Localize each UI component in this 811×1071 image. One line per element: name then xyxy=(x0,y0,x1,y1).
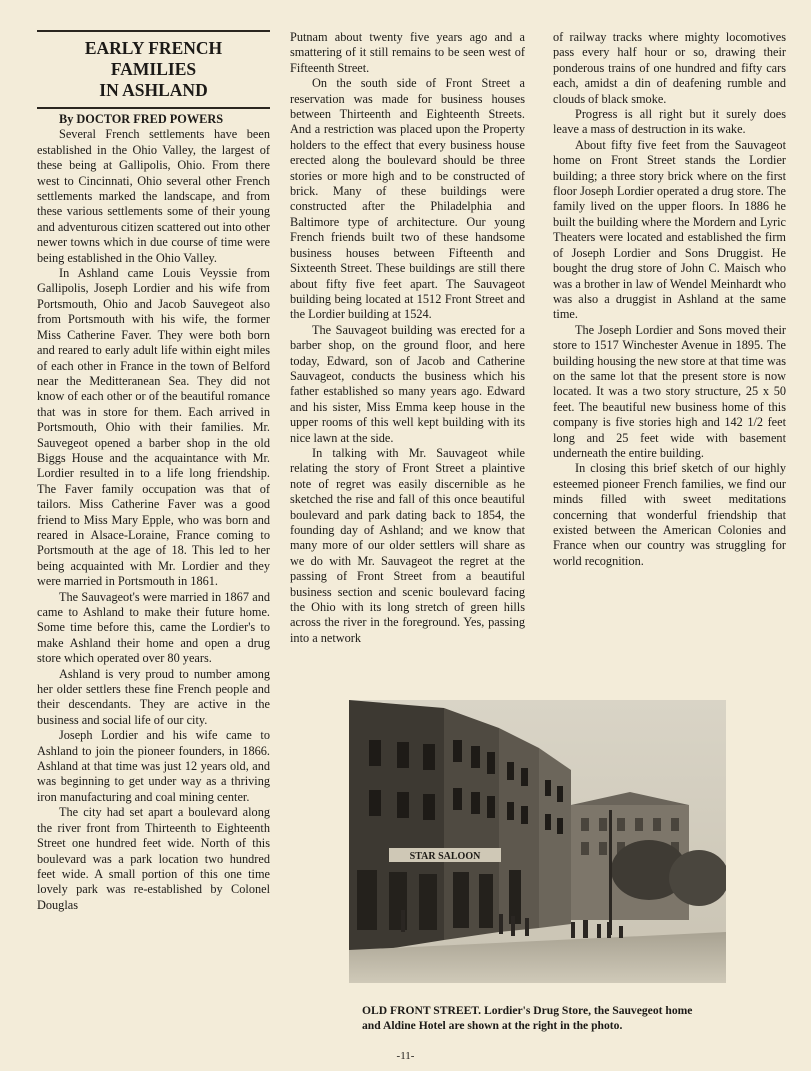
paragraph: In Ashland came Louis Veyssie from Gallipolis, Joseph Lordier and his wife from Portsmouth, Ohio and Jacob Sauvegeot also from Portsmouth with his wife, the former Miss Catherine Faver. They were both born and reared to early adult life within eight miles of each other in France in the town of Belford near the Meditteranean Sea. They did not know of each other or of the beautiful romance that was in store for them. Each arrived in Portsmouth, Ohio with their families. Mr. Sauvegeot opened a barber shop in the old Biggs House and the acquaintance with Mr. Lordier resulted in to a life long friendship. The Faver family occupation was that of tailors. Miss Catherine Faver was a good friend to Miss Mary Epple, who was born and reared in Alsace-Loraine, France coming to Portsmouth at the age of 18. This led to her being acquainted with Mr. Lordier and they were married in Portsmouth in 1861. xyxy=(37,266,270,589)
paragraph: On the south side of Front Street a reservation was made for business houses between Thirteenth and Eighteenth Streets. And a restriction was placed upon the Property holders to the effect that every business house erected along the boulevard should be three stories or more high and to be constructed of brick. Many of these buildings were constructed after the Philadelphia and Baltimore type of architecture. Our young French friends built two of these handsome business houses between Fifteenth and Sixteenth Street. These buildings are still there about fifty five feet apart. The Sauvageot building being located at 1512 Front Street and the Lordier building at 1524. xyxy=(290,76,525,322)
paragraph: Putnam about twenty five years ago and a smattering of it still remains to be seen west of Fifteenth Street. xyxy=(290,30,525,75)
paragraph: Joseph Lordier and his wife came to Ashland to join the pioneer founders, in 1866. Ashland at that time was just 12 years old, and was beginning to get under way as a thriving iron manufacturing and coal mining center. xyxy=(37,728,270,804)
title-line: IN ASHLAND xyxy=(99,80,208,100)
title-line: FAMILIES xyxy=(110,59,197,79)
street-photo-illustration xyxy=(349,700,726,983)
title-line: EARLY FRENCH xyxy=(84,38,223,58)
paragraph: of railway tracks where mighty locomotives pass every half hour or so, drawing their ponderous trains of one hundred and fifty cars each, amidst a din of deafening rumble and clouds of black smoke. xyxy=(553,30,786,106)
paragraph: In closing this brief sketch of our highly esteemed pioneer French families, we find our minds filled with sweet meditations concerning that wonderful friendship that existed between the American Colonies and France when our country was struggling for world recognition. xyxy=(553,461,786,568)
byline: By DOCTOR FRED POWERS xyxy=(59,112,224,126)
paragraph: Ashland is very proud to number among her older settlers these fine French people and their descendants. They are active in the business and social life of our city. xyxy=(37,666,270,727)
paragraph: Progress is all right but it surely does leave a mass of destruction in its wake. xyxy=(553,107,786,137)
page-number: -11- xyxy=(396,1050,415,1062)
paragraph: The Sauvageot's were married in 1867 and came to Ashland to make their future home. Some time before this, came the Lordier's to make Ashland their home and open a drug store which operated over 80 years. xyxy=(37,589,270,666)
paragraph: The Sauvageot building was erected for a barber shop, on the ground floor, and here today, Edward, son of Jacob and Catherine Sauvageot, conducts the business which his father established so many years ago. Edward and his sister, Miss Emma keep house in the upper rooms of this well kept building with its nice lawn at the side. xyxy=(290,322,525,445)
article-title xyxy=(37,30,270,109)
paragraph: Several French settlements have been established in the Ohio Valley, the largest of these being at Gallipolis, Ohio. From there west to Cincinnati, Ohio several other French settlements marked the landscape, and from these various settlements some of their young and adventurous citizen scattered out into other newer towns which in due course of time were being established in the Ohio Valley. xyxy=(37,127,270,265)
paragraph: About fifty five feet from the Sauvageot home on Front Street stands the Lordier building; a three story brick where on the first floor Joseph Lordier operated a drug store. The family lived on the upper floors. In 1886 he built the building where the Mordern and Lyric Theaters were located and established the firm of Joseph Lordier and Sons Druggist. He bought the drug store of John C. Maisch who was a brother in law of Wendel Meinhardt who was also a druggist in Ashland at the same time. xyxy=(553,137,786,322)
article-column-1 xyxy=(37,112,270,913)
paragraph: In talking with Mr. Sauvageot while relating the story of Front Street a plaintive note of regret was easily discernible as he sketched the rise and fall of this once beautiful boulevard and park dating back to 1854, the founding day of Ashland; and we know that many more of our older settlers will share as we do with Mr. Sauvageot the regret at the passing of Front Street from a beautiful business section and scenic boulevard facing the Ohio with its long stretch of green hills across the river in the foreground. Yes, passing into a network xyxy=(290,445,525,645)
paragraph: The Joseph Lordier and Sons moved their store to 1517 Winchester Avenue in 1895. The building housing the new store at that time was on the same lot that the present store is now located. It was a two story structure, 25 x 50 feet. The beautiful new business home of this company is five stories high and 142 1/2 feet long and 25 feet wide with basement underneath the entire building. xyxy=(553,322,786,460)
saloon-sign-text: STAR SALOON xyxy=(409,851,481,862)
photo-caption: OLD FRONT STREET. Lordier's Drug Store, the Sauvegeot home and Aldine Hotel are shown at the right in the photo. xyxy=(362,1004,693,1032)
article-column-3 xyxy=(553,30,786,569)
old-front-street-photo xyxy=(349,700,726,983)
article-column-2 xyxy=(290,30,525,646)
paragraph: The city had set apart a boulevard along the river front from Thirteenth to Eighteenth Street one hundred feet wide. North of this boulevard was a park location two hundred feet wide. A small portion of this one time lovely park was re-established by Colonel Douglas xyxy=(37,805,270,912)
